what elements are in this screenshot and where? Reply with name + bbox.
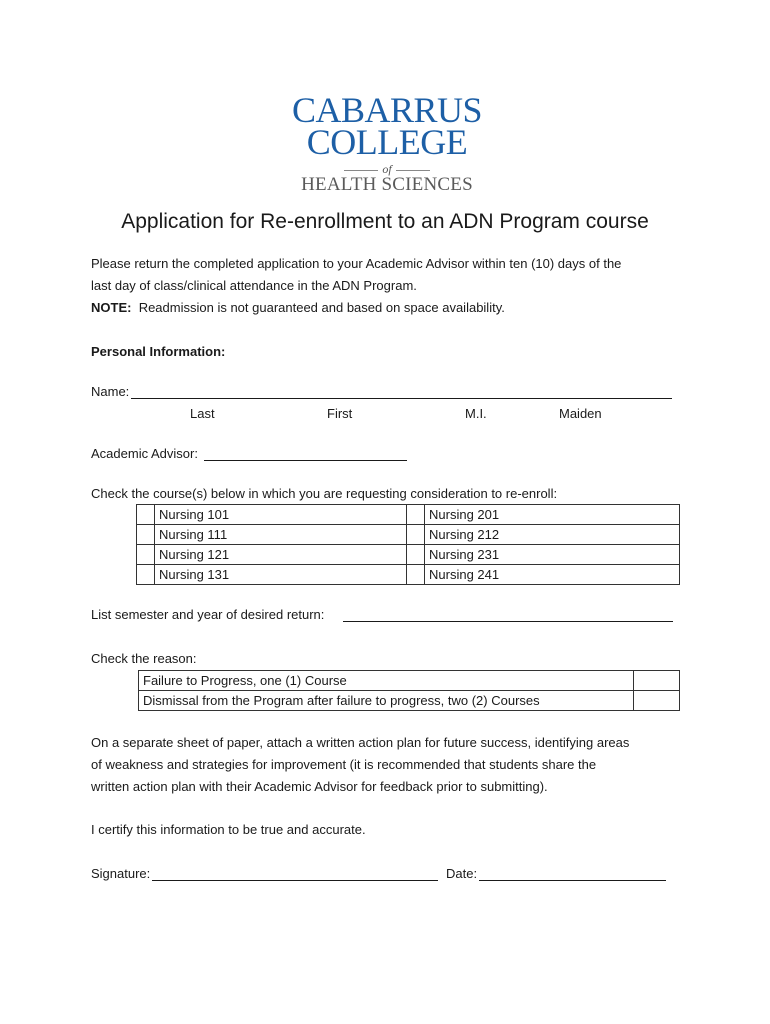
name-sub-last: Last: [190, 406, 215, 421]
name-sub-first: First: [327, 406, 353, 421]
note-label: NOTE:: [91, 300, 132, 315]
advisor-label: Academic Advisor:: [91, 446, 198, 461]
note-text: Readmission is not guaranteed and based on space availability.: [138, 300, 505, 315]
name-sub-maiden: Maiden: [559, 406, 602, 421]
certify-statement: I certify this information to be true and accurate.: [91, 822, 366, 837]
table-row: [139, 671, 680, 691]
date-field[interactable]: [479, 880, 666, 881]
reason-option: Failure to Progress, one (1) Course: [139, 671, 634, 691]
course-checkbox[interactable]: [407, 565, 425, 585]
logo-line-college: COLLEGE: [306, 122, 468, 162]
logo-line-health-sciences: HEALTH SCIENCES: [301, 174, 473, 195]
signature-field[interactable]: [152, 880, 438, 881]
course-cell: Nursing 131: [155, 565, 407, 585]
date-label: Date:: [446, 866, 478, 881]
course-checkbox[interactable]: [407, 525, 425, 545]
course-checkbox[interactable]: [137, 525, 155, 545]
table-row: [137, 505, 680, 525]
reason-option: Dismissal from the Program after failure to progress, two (2) Courses: [139, 691, 634, 711]
action-plan-line-3: written action plan with their Academic Advisor for feedback prior to submitting).: [91, 779, 548, 794]
course-cell: Nursing 111: [155, 525, 407, 545]
course-cell: Nursing 121: [155, 545, 407, 565]
college-logo: [292, 92, 482, 196]
semester-field[interactable]: [343, 621, 673, 622]
course-cell: Nursing 212: [425, 525, 680, 545]
semester-label: List semester and year of desired return:: [91, 607, 325, 622]
logo-of: of: [382, 162, 392, 176]
reason-table: [138, 670, 680, 711]
table-row: [139, 691, 680, 711]
course-checkbox[interactable]: [137, 505, 155, 525]
name-label: Name:: [91, 384, 130, 399]
note-line: [91, 297, 505, 319]
reason-prompt: Check the reason:: [91, 651, 197, 666]
course-cell: Nursing 201: [425, 505, 680, 525]
reason-checkbox[interactable]: [634, 691, 680, 711]
course-cell: Nursing 101: [155, 505, 407, 525]
table-row: [137, 545, 680, 565]
signature-label: Signature:: [91, 866, 151, 881]
courses-prompt: Check the course(s) below in which you are requesting consideration to re-enroll:: [91, 486, 558, 501]
table-row: [137, 565, 680, 585]
advisor-field[interactable]: [204, 460, 407, 461]
table-row: [137, 525, 680, 545]
course-cell: Nursing 241: [425, 565, 680, 585]
reason-checkbox[interactable]: [634, 671, 680, 691]
personal-info-heading: Personal Information:: [91, 344, 226, 359]
course-checkbox[interactable]: [137, 545, 155, 565]
courses-table: [136, 504, 680, 585]
name-field[interactable]: [131, 398, 672, 399]
intro-line-1: Please return the completed application to your Academic Advisor within ten (10) days of the: [91, 256, 622, 271]
action-plan-line-2: of weakness and strategies for improvement (it is recommended that students share the: [91, 757, 597, 772]
course-checkbox[interactable]: [407, 545, 425, 565]
name-sub-mi: M.I.: [465, 406, 487, 421]
form-title: Application for Re-enrollment to an ADN Program course: [121, 210, 649, 233]
intro-line-2: last day of class/clinical attendance in the ADN Program.: [91, 278, 417, 293]
course-checkbox[interactable]: [407, 505, 425, 525]
logo-line-cabarrus: CABARRUS: [292, 90, 483, 130]
logo-rule-right: [396, 170, 430, 171]
action-plan-line-1: On a separate sheet of paper, attach a written action plan for future success, identifying areas: [91, 735, 630, 750]
course-cell: Nursing 231: [425, 545, 680, 565]
course-checkbox[interactable]: [137, 565, 155, 585]
